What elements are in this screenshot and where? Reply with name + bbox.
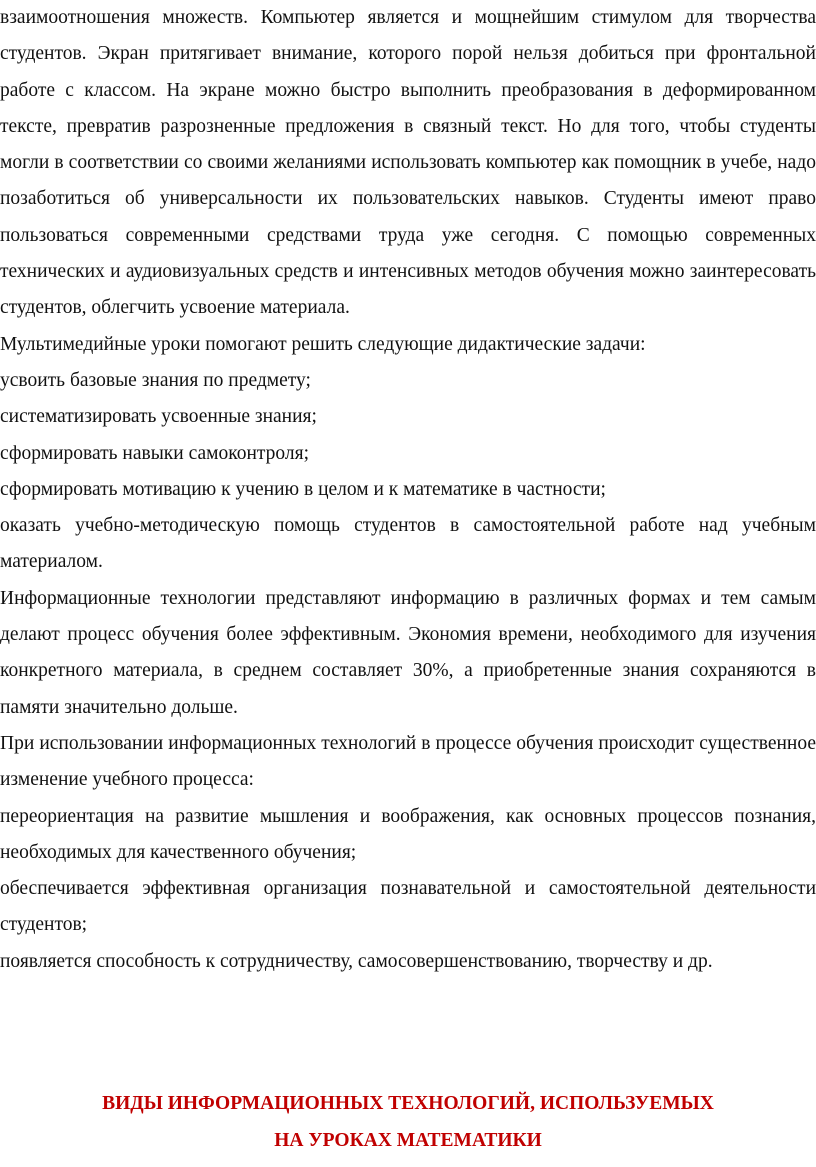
section-heading-line-2: НА УРОКАХ МАТЕМАТИКИ	[274, 1130, 542, 1151]
paragraph-intro: взаимоотношения множеств. Компьютер является и мощнейшим стимулом для творчества студентов. Экран притягивает внимание, которого порой нельзя добиться при фронтальной работе с классом. На экране можно быстро выполнить преобразования в деформированном тексте, превратив разрозненные предложения в связный текст. Но для того, чтобы студенты могли в соответствии со своими желаниями использовать компьютер как помощник в учебе, надо позаботиться об универсальности их пользовательских навыков. Студенты имеют право пользоваться современными средствами труда уже сегодня. С помощью современных технических и аудиовизуальных средств и интенсивных методов обучения можно заинтересовать студентов, облегчить усвоение материала.	[0, 7, 816, 319]
list-item-change-2: обеспечивается эффективная организация познавательной и самостоятельной деятельности студентов;	[0, 878, 816, 936]
list-item-task-3: сформировать навыки самоконтроля;	[0, 442, 310, 464]
list-item-change-3: появляется способность к сотрудничеству, самосовершенствованию, творчеству и др.	[0, 950, 713, 972]
paragraph-it-forms: Информационные технологии представляют информацию в различных формах и тем самым делают процесс обучения более эффективным. Экономия времени, необходимого для изучения конкретного материала, в среднем составляет 30%, а приобретенные знания сохраняются в памяти значительно дольше.	[0, 587, 816, 718]
list-item-task-5: оказать учебно-методическую помощь студентов в самостоятельной работе над учебным материалом.	[0, 515, 816, 573]
paragraph-tasks-lead: Мультимедийные уроки помогают решить следующие дидактические задачи:	[0, 333, 646, 355]
list-item-task-1: усвоить базовые знания по предмету;	[0, 369, 311, 391]
list-item-task-2: систематизировать усвоенные знания;	[0, 406, 317, 428]
section-heading-line-1: ВИДЫ ИНФОРМАЦИОННЫХ ТЕХНОЛОГИЙ, ИСПОЛЬЗУЕМЫХ	[102, 1093, 714, 1114]
paragraph-changes-lead: При использовании информационных технологий в процессе обучения происходит существенное изменение учебного процесса:	[0, 732, 816, 791]
list-item-task-4: сформировать мотивацию к учению в целом и к математике в частности;	[0, 478, 606, 500]
list-item-change-1: переориентация на развитие мышления и воображения, как основных процессов познания, необходимых для качественного обучения;	[0, 805, 816, 863]
